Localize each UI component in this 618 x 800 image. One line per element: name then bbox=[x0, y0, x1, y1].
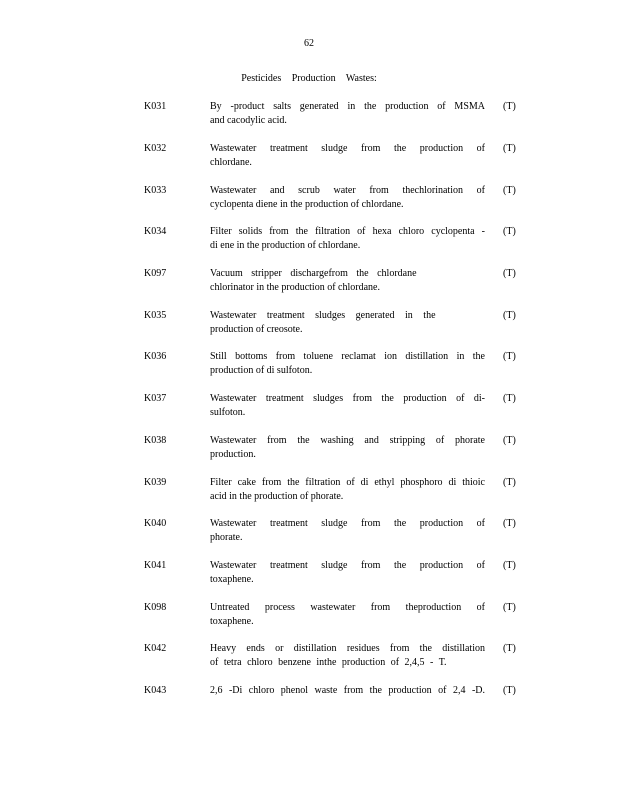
description-line: production of creosote. bbox=[210, 324, 303, 335]
waste-code: K040 bbox=[144, 518, 167, 529]
hazard-code: (T) bbox=[503, 435, 516, 446]
description-line: Filter cake from the filtration of di ethyl phosphoro di thioic bbox=[210, 477, 485, 488]
description-line: Wastewater treatment sludges from the production of di- bbox=[210, 393, 485, 404]
waste-code: K042 bbox=[144, 643, 167, 654]
waste-code: K031 bbox=[144, 101, 167, 112]
description-line: Wastewater treatment sludge from the production of bbox=[210, 143, 485, 154]
waste-code: K041 bbox=[144, 560, 167, 571]
waste-description bbox=[210, 225, 485, 253]
waste-description bbox=[210, 476, 485, 504]
description-line: chlorinator in the production of chlordane. bbox=[210, 282, 380, 293]
description-line: Untreated process wastewater from theproduction of bbox=[210, 602, 485, 613]
hazard-code: (T) bbox=[503, 560, 516, 571]
description-line: chlordane. bbox=[210, 157, 252, 168]
page-number: 62 bbox=[304, 38, 314, 49]
hazard-code: (T) bbox=[503, 393, 516, 404]
waste-code: K032 bbox=[144, 143, 167, 154]
description-line: Wastewater treatment sludge from the production of bbox=[210, 518, 485, 529]
waste-code: K098 bbox=[144, 602, 167, 613]
description-line: toxaphene. bbox=[210, 616, 254, 627]
hazard-code: (T) bbox=[503, 351, 516, 362]
description-line: Wastewater from the washing and stripping of phorate bbox=[210, 435, 485, 446]
hazard-code: (T) bbox=[503, 602, 516, 613]
hazard-code: (T) bbox=[503, 685, 516, 696]
hazard-code: (T) bbox=[503, 477, 516, 488]
description-line: phorate. bbox=[210, 532, 243, 543]
hazard-code: (T) bbox=[503, 643, 516, 654]
description-line: 2,6 -Di chloro phenol waste from the production of 2,4 -D. bbox=[210, 685, 485, 696]
waste-code: K037 bbox=[144, 393, 167, 404]
waste-description bbox=[210, 559, 485, 587]
waste-description bbox=[210, 309, 485, 337]
hazard-code: (T) bbox=[503, 518, 516, 529]
waste-code: K043 bbox=[144, 685, 167, 696]
hazard-code: (T) bbox=[503, 143, 516, 154]
waste-code: K038 bbox=[144, 435, 167, 446]
waste-description bbox=[210, 100, 485, 128]
waste-description bbox=[210, 267, 485, 295]
waste-code: K033 bbox=[144, 185, 167, 196]
description-line: of tetra chloro benzene inthe production of 2,4,5 - T. bbox=[210, 657, 447, 668]
description-line: acid in the production of phorate. bbox=[210, 491, 344, 502]
hazard-code: (T) bbox=[503, 185, 516, 196]
description-line: Vacuum stripper dischargefrom the chlordane bbox=[210, 268, 417, 279]
description-line: cyclopenta diene in the production of chlordane. bbox=[210, 199, 404, 210]
waste-description bbox=[210, 684, 485, 698]
waste-code: K039 bbox=[144, 477, 167, 488]
description-line: Wastewater treatment sludge from the production of bbox=[210, 560, 485, 571]
waste-code: K036 bbox=[144, 351, 167, 362]
description-line: toxaphene. bbox=[210, 574, 254, 585]
description-line: Still bottoms from toluene reclamat ion distillation in the bbox=[210, 351, 485, 362]
hazard-code: (T) bbox=[503, 226, 516, 237]
waste-description bbox=[210, 184, 485, 212]
waste-code: K035 bbox=[144, 310, 167, 321]
waste-code: K097 bbox=[144, 268, 167, 279]
hazard-code: (T) bbox=[503, 268, 516, 279]
description-line: production. bbox=[210, 449, 256, 460]
description-line: Heavy ends or distillation residues from the distillation bbox=[210, 643, 485, 654]
description-line: di ene in the production of chlordane. bbox=[210, 240, 361, 251]
waste-description bbox=[210, 392, 485, 420]
waste-description bbox=[210, 642, 485, 670]
section-title: Pesticides Production Wastes: bbox=[241, 73, 377, 84]
hazard-code: (T) bbox=[503, 101, 516, 112]
hazard-code: (T) bbox=[503, 310, 516, 321]
waste-description bbox=[210, 434, 485, 462]
description-line: Wastewater and scrub water from thechlorination of bbox=[210, 185, 485, 196]
description-line: Wastewater treatment sludges generated in the bbox=[210, 310, 436, 321]
waste-code: K034 bbox=[144, 226, 167, 237]
waste-description bbox=[210, 517, 485, 545]
description-line: Filter solids from the filtration of hexa chloro cyclopenta - bbox=[210, 226, 485, 237]
description-line: sulfoton. bbox=[210, 407, 246, 418]
waste-description bbox=[210, 142, 485, 170]
waste-description bbox=[210, 350, 485, 378]
description-line: production of di sulfoton. bbox=[210, 365, 313, 376]
description-line: and cacodylic acid. bbox=[210, 115, 287, 126]
description-line: By -product salts generated in the production of MSMA bbox=[210, 101, 485, 112]
waste-description bbox=[210, 601, 485, 629]
